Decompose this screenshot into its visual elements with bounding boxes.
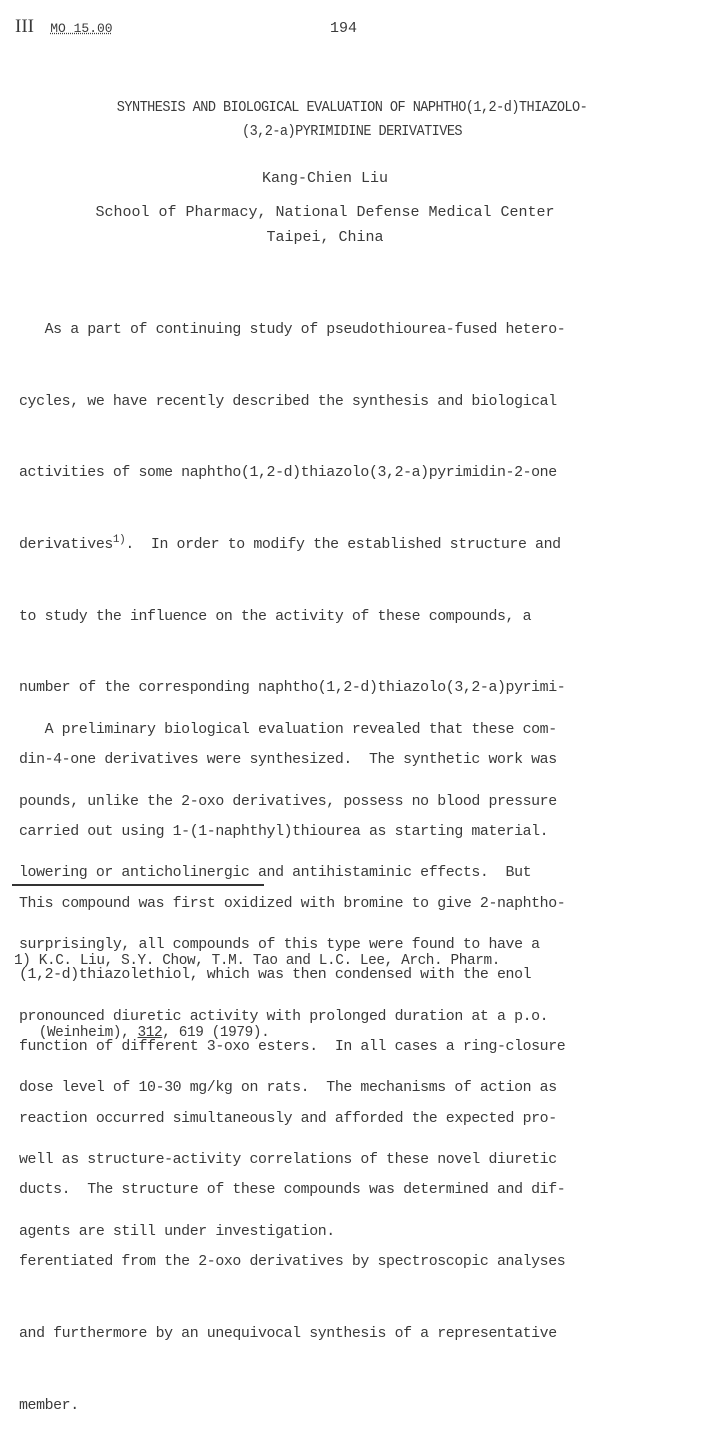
- page-header-left: [15, 16, 113, 38]
- affiliation-line-2: Taipei, China: [266, 229, 384, 246]
- footnote-line-2: [14, 1021, 500, 1045]
- text-line: A preliminary biological evaluation revealed that these com-: [19, 721, 557, 738]
- text-fragment: . In order to modify the established structure and: [125, 536, 561, 553]
- footnote-text: (Weinheim),: [14, 1025, 138, 1041]
- footnote-divider: [12, 884, 264, 886]
- page-number: 194: [330, 20, 358, 37]
- text-line: to study the influence on the activity of these compounds, a: [19, 608, 532, 625]
- author-name: Kang-Chien Liu: [261, 170, 389, 187]
- text-line: function of different 3-oxo esters. In all cases a ring-closure: [19, 1039, 566, 1055]
- text-line: agents are still under investigation.: [19, 1223, 335, 1240]
- text-line: dose level of 10-30 mg/kg on rats. The mechanisms of action as: [19, 1080, 557, 1097]
- title-line-1: SYNTHESIS AND BIOLOGICAL EVALUATION OF NAPHTHO(1,2-d)THIAZOLO-: [116, 100, 588, 116]
- footnote-reference[interactable]: 1): [112, 534, 126, 546]
- text-line: (1,2-d)thiazolethiol, which was then condensed with the enol: [19, 967, 532, 984]
- affiliation: [0, 200, 650, 250]
- text-line: member.: [19, 1397, 79, 1414]
- text-line: ferentiated from the 2-oxo derivatives by spectroscopic analyses: [19, 1254, 566, 1271]
- text-fragment: derivatives: [19, 536, 113, 553]
- text-line: number of the corresponding naphtho(1,2-d)thiazolo(3,2-a)pyrimi-: [19, 680, 566, 697]
- text-line: well as structure-activity correlations of these novel diuretic: [19, 1152, 557, 1169]
- text-line: [19, 534, 659, 558]
- text-line: ducts. The structure of these compounds was determined and dif-: [19, 1182, 566, 1199]
- text-line: surprisingly, all compounds of this type were found to have a: [19, 936, 540, 953]
- volume-label: III: [15, 16, 34, 37]
- text-line: This compound was first oxidized with bromine to give 2-naphtho-: [19, 895, 566, 912]
- text-line: din-4-one derivatives were synthesized. The synthetic work was: [19, 752, 557, 769]
- text-line: and furthermore by an unequivocal synthesis of a representative: [19, 1325, 557, 1342]
- text-line: reaction occurred simultaneously and afforded the expected pro-: [19, 1110, 557, 1127]
- text-line: cycles, we have recently described the synthesis and biological: [19, 393, 557, 410]
- footnote-line-1: [14, 949, 500, 973]
- text-line: pounds, unlike the 2-oxo derivatives, possess no blood pressure: [19, 793, 557, 810]
- text-line: carried out using 1-(1-naphthyl)thiourea as starting material.: [19, 823, 549, 840]
- footnote-text: K.C. Liu, S.Y. Chow, T.M. Tao and L.C. Lee, Arch. Pharm.: [30, 953, 500, 969]
- text-line: pronounced diuretic activity with prolonged duration at a p.o.: [19, 1008, 549, 1025]
- title-line-2: (3,2-a)PYRIMIDINE DERIVATIVES: [241, 124, 463, 140]
- affiliation-line-1: School of Pharmacy, National Defense Medical Center: [95, 204, 555, 221]
- journal-volume: 312: [137, 1025, 163, 1041]
- session-code: MO 15.00: [50, 21, 113, 36]
- footnote: [14, 901, 500, 1069]
- text-line: As a part of continuing study of pseudothiourea-fused hetero-: [19, 321, 566, 338]
- paper-title: [25, 96, 680, 144]
- footnote-marker: 1): [14, 953, 31, 969]
- footnote-text: , 619 (1979).: [162, 1025, 270, 1041]
- text-line: activities of some naphtho(1,2-d)thiazolo(3,2-a)pyrimidin-2-one: [19, 465, 557, 482]
- text-line: lowering or anticholinergic and antihistaminic effects. But: [19, 865, 532, 882]
